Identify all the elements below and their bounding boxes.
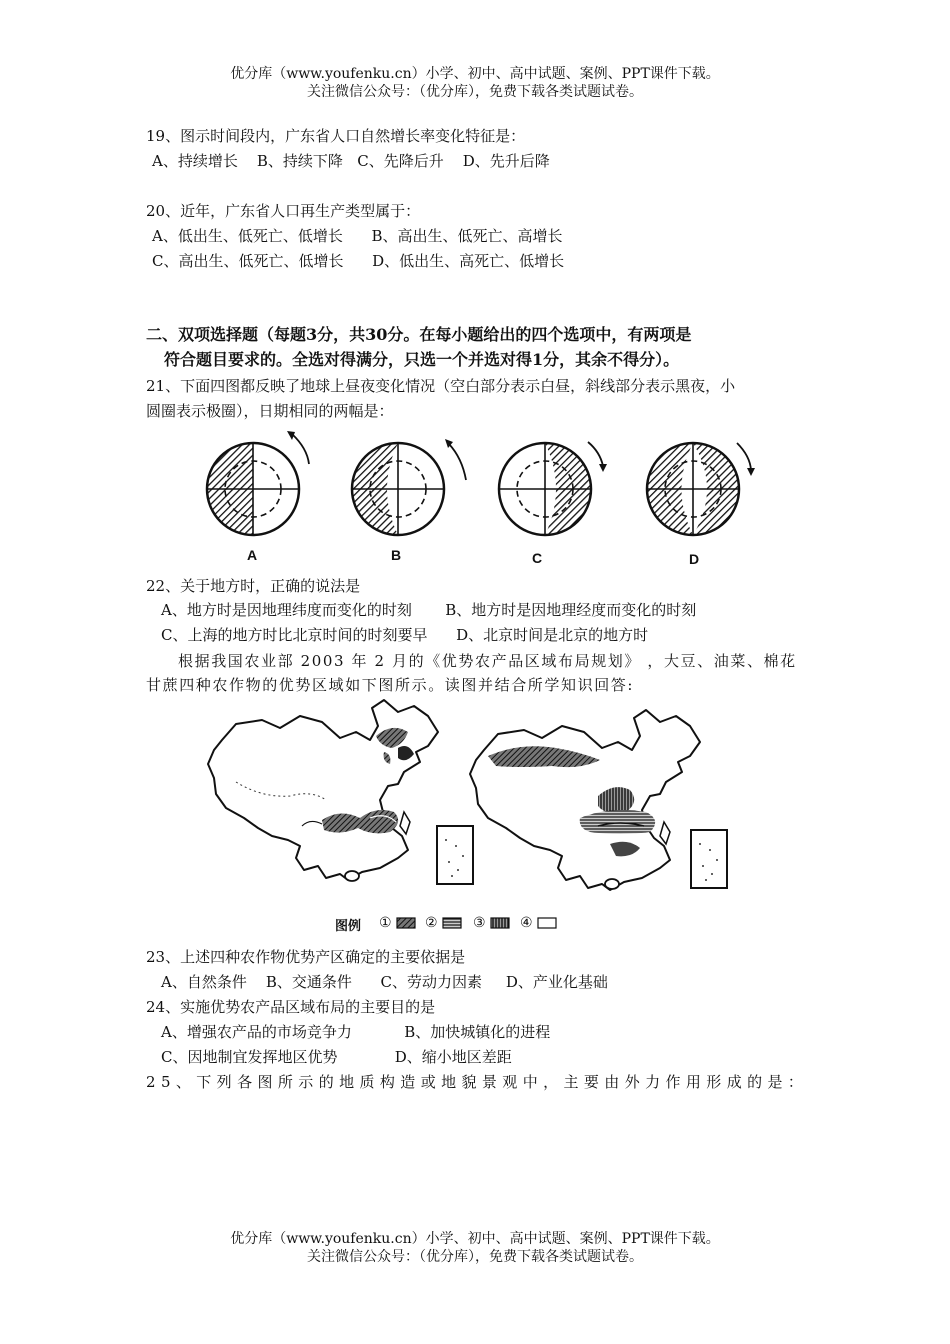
- question-19-options: A、持续增长 B、持续下降 C、先降后升 D、先升后降: [152, 152, 550, 170]
- map-legend-item-2: ②: [425, 914, 438, 930]
- page-header-line-1: 优分库（www.youfenku.cn）小学、初中、高中试题、案例、PPT课件下载。: [230, 66, 720, 82]
- question-19-stem: 19、图示时间段内，广东省人口自然增长率变化特征是：: [146, 127, 526, 145]
- legend-swatch-2: [443, 918, 461, 928]
- map-legend-item-4: ④: [520, 914, 533, 930]
- map-legend-item-1: ①: [379, 914, 392, 930]
- question-21-stem-line-1: 21、下面四图都反映了地球上昼夜变化情况（空白部分表示白昼，斜线部分表示黑夜，小: [146, 377, 736, 395]
- question-20-options-row-1: A、低出生、低死亡、低增长 B、高出生、低死亡、高增长: [152, 227, 563, 245]
- figure-label-d: D: [689, 551, 700, 567]
- question-22-options-row-2: C、上海的地方时比北京时间的时刻要早 D、北京时间是北京的地方时: [161, 626, 649, 644]
- legend-swatch-3: [491, 918, 509, 928]
- map-left: [208, 700, 473, 884]
- passage-line-2: 甘蔗四种农作物的优势区域如下图所示。读图并结合所学知识回答:: [146, 676, 635, 694]
- question-21-stem-line-2: 圆圈表示极圈），日期相同的两幅是：: [146, 402, 394, 420]
- question-22-options-row-1: A、地方时是因地理纬度而变化的时刻 B、地方时是因地理经度而变化的时刻: [161, 601, 697, 619]
- figure-label-c: C: [532, 550, 543, 566]
- page-footer-line-1: 优分库（www.youfenku.cn）小学、初中、高中试题、案例、PPT课件下载。: [230, 1231, 720, 1247]
- page-header-line-2: 关注微信公众号：（优分库），免费下载各类试题试卷。: [307, 84, 643, 100]
- legend-swatch-4: [538, 918, 556, 928]
- figure-label-b: B: [391, 547, 402, 563]
- map-legend-item-3: ③: [473, 914, 486, 930]
- section-2-heading-line-2: 符合题目要求的。全选对得满分，只选一个并选对得1分，其余不得分）。: [164, 350, 680, 369]
- question-24-stem: 24、实施优势农产品区域布局的主要目的是: [146, 998, 436, 1016]
- section-2-heading-line-1: 二、双项选择题（每题3分，共30分。在每小题给出的四个选项中，有两项是: [146, 325, 692, 344]
- question-22-stem: 22、关于地方时，正确的说法是: [146, 577, 361, 595]
- question-20-stem: 20、近年，广东省人口再生产类型属于：: [146, 202, 421, 220]
- question-20-options-row-2: C、高出生、低死亡、低增长 D、低出生、高死亡、低增长: [152, 252, 565, 270]
- map-right: [470, 710, 727, 890]
- page-footer-line-2: 关注微信公众号：（优分库），免费下载各类试题试卷。: [307, 1249, 643, 1265]
- figure-label-a: A: [247, 547, 258, 563]
- map-legend-title: 图例: [335, 918, 362, 933]
- legend-swatch-1: [397, 918, 415, 928]
- question-24-options-row-2: C、因地制宜发挥地区优势 D、缩小地区差距: [161, 1048, 512, 1066]
- question-23-stem: 23、上述四种农作物优势产区确定的主要依据是: [146, 948, 466, 966]
- question-23-options: A、自然条件 B、交通条件 C、劳动力因素 D、产业化基础: [161, 973, 608, 991]
- passage-line-1: 根据我国农业部 2003 年 2 月的《优势农产品区域布局规划》 ，大豆、油菜、棉花: [178, 652, 797, 670]
- question-25-stem: 25、下列各图所示的地质构造或地貌景观中，主要由外力作用形成的是：: [146, 1073, 809, 1091]
- question-24-options-row-1: A、增强农产品的市场竞争力 B、加快城镇化的进程: [161, 1023, 551, 1041]
